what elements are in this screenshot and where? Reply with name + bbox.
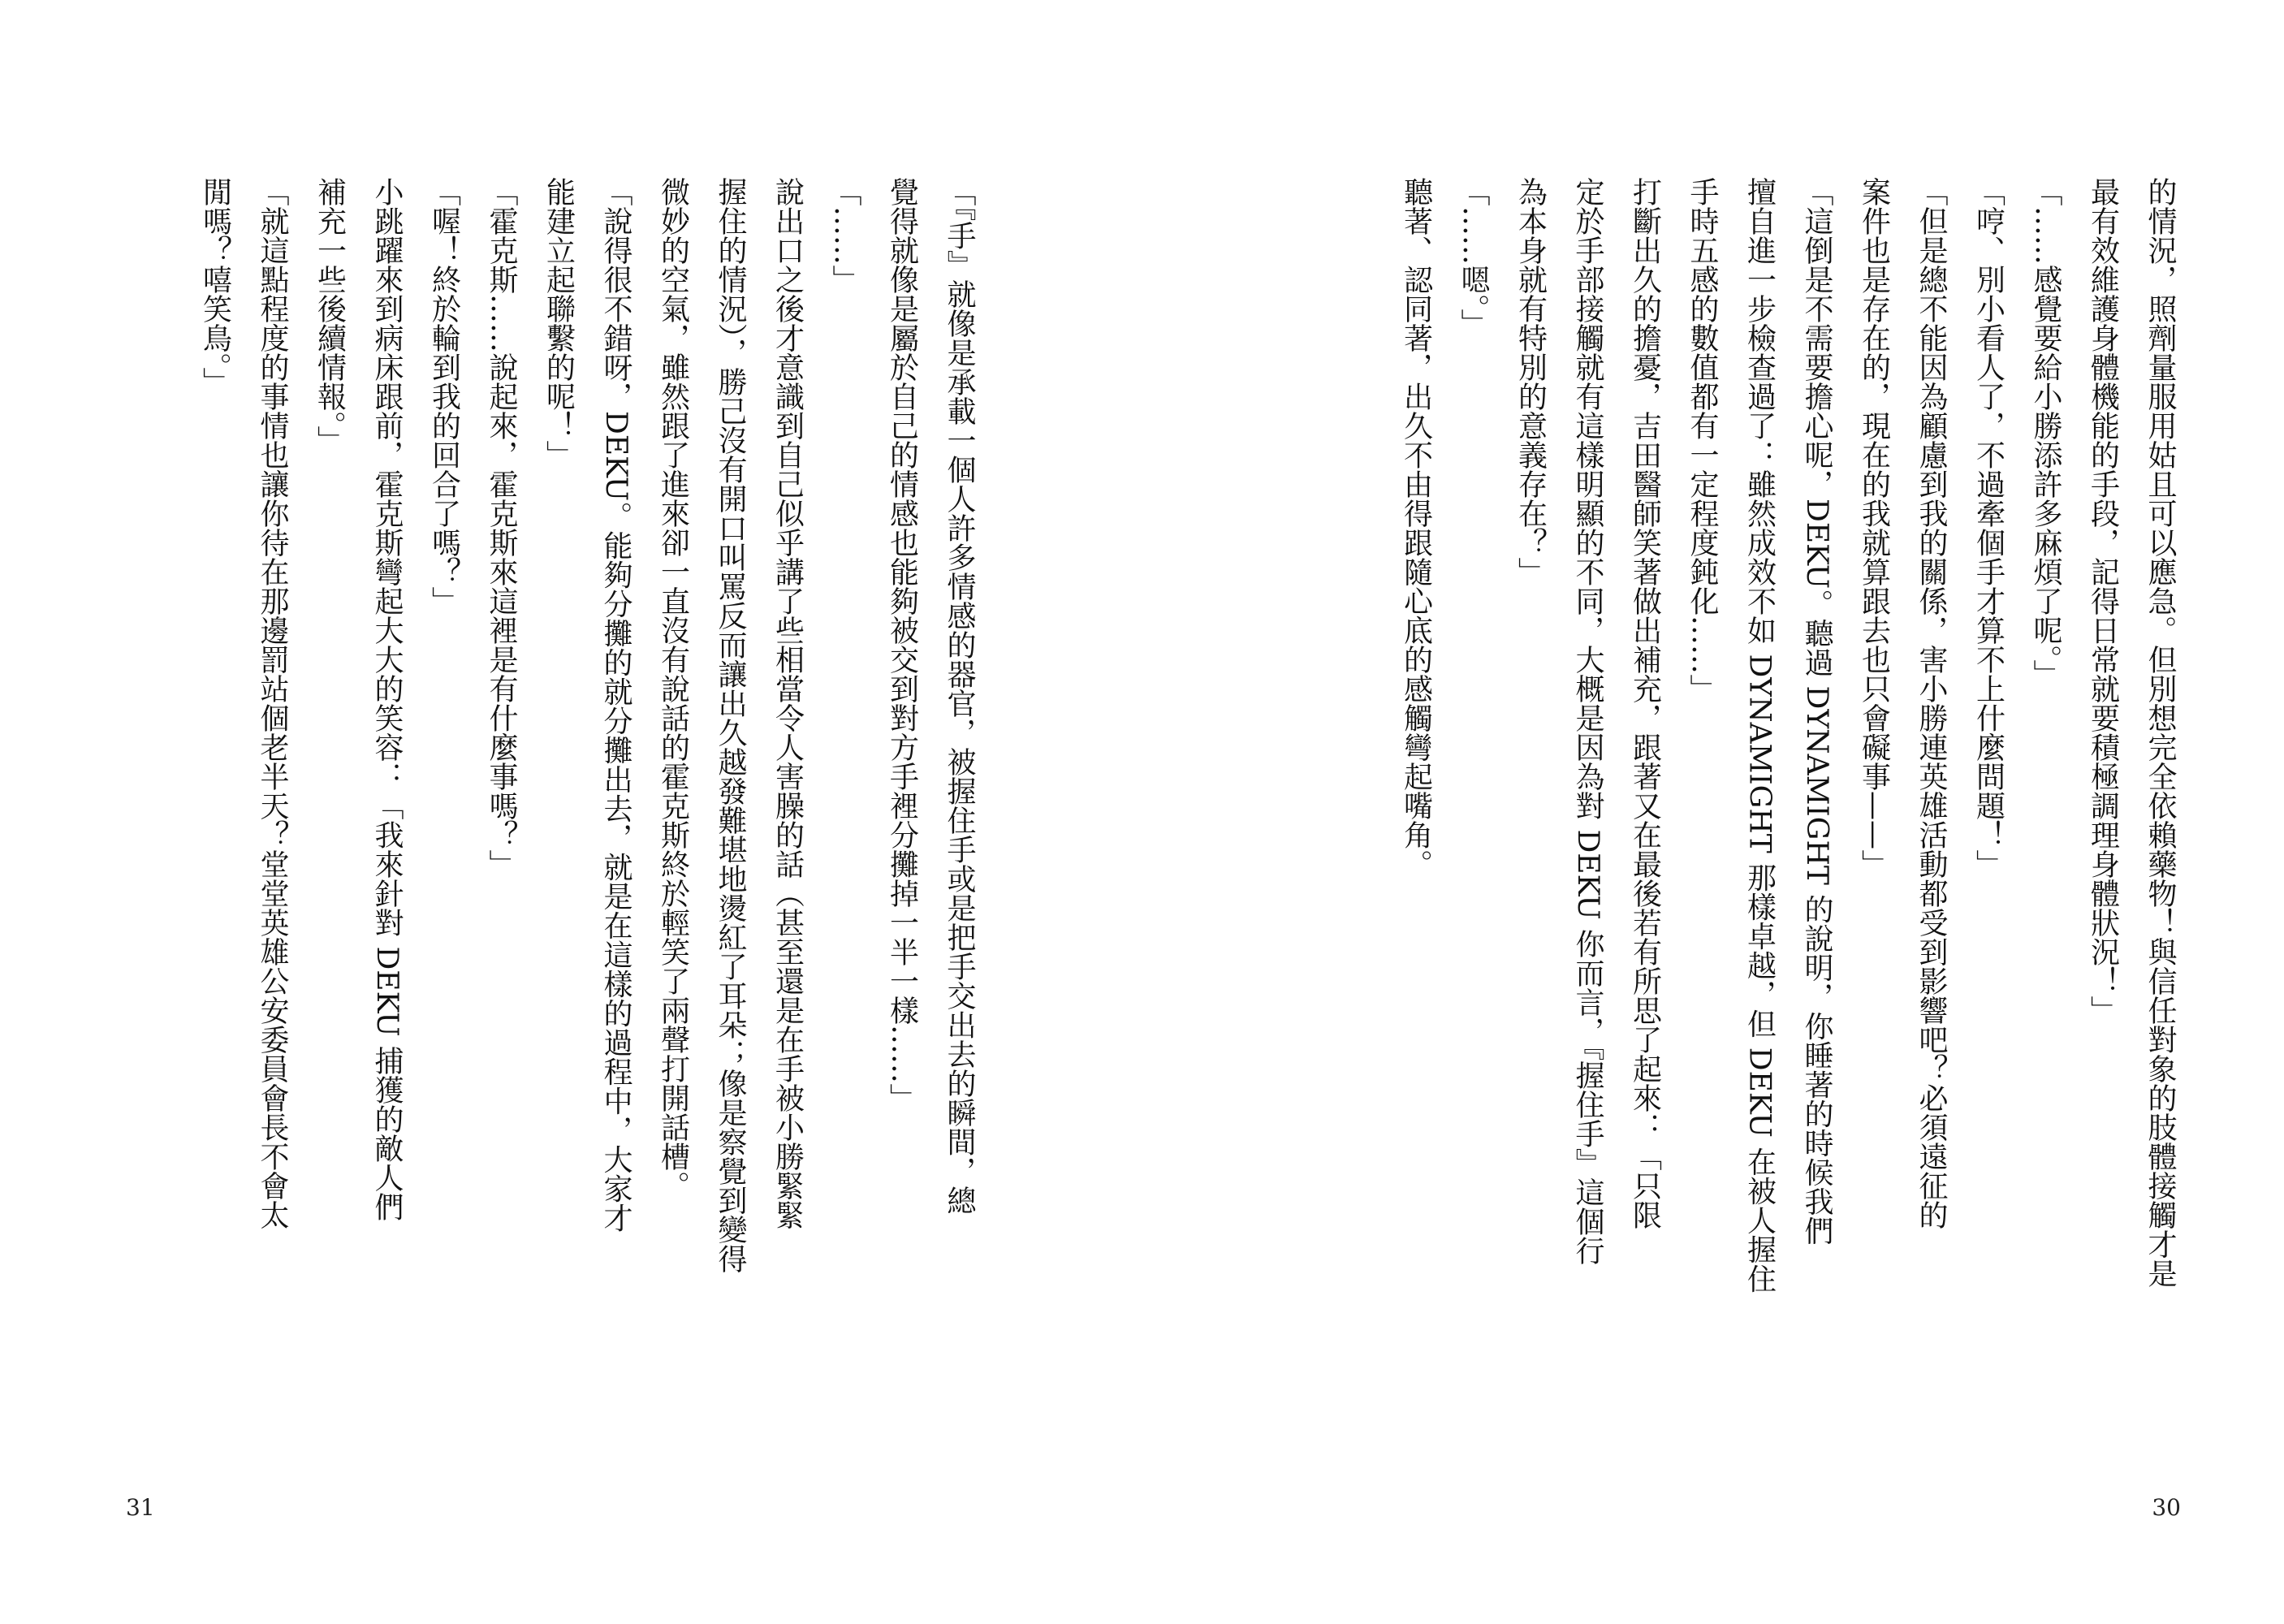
text-line: 「說得很不錯呀，DEKU。能夠分攤的就分攤出去，就是在這樣的過程中，大家才: [599, 177, 633, 1233]
text-line: 「但是總不能因為顧慮到我的關係，害小勝連英雄活動都受到影響吧？必須遠征的: [1915, 177, 1948, 1229]
text-line: 握住的情況），勝己沒有開口叫罵反而讓出久越發難堪地燙紅了耳朵；像是察覺到變得: [714, 177, 747, 1273]
text-line: 「霍克斯……說起來，霍克斯來這裡是有什麼事嗎？」: [485, 177, 518, 879]
text-line: 覺得就像是屬於自己的情感也能夠被交到對方手裡分攤掉一半一樣……」: [885, 177, 919, 1112]
page-number-right: 30: [2152, 1494, 2181, 1521]
text-line: 微妙的空氣，雖然跟了進來卻一直沒有說話的霍克斯終於輕笑了兩聲打開話槽。: [656, 177, 690, 1200]
text-line: 小跳躍來到病床跟前，霍克斯彎起大大的笑容：「我來針對 DEKU 捕獲的敵人們: [370, 177, 404, 1221]
text-line: 「……」: [828, 177, 861, 294]
text-line: 能建立起聯繫的呢！」: [542, 177, 576, 469]
text-line: 的情況，照劑量服用姑且可以應急。但別想完全依賴藥物！與信任對象的肢體接觸才是: [2144, 177, 2177, 1288]
text-line: 「喔！終於輪到我的回合了嗎？」: [427, 177, 461, 615]
text-line: 「……感覺要給小勝添許多麻煩了呢。」: [2029, 177, 2062, 689]
text-line: 說出口之後才意識到自己似乎講了些相當令人害臊的話（甚至還是在手被小勝緊緊: [771, 177, 805, 1229]
text-line: 「這倒是不需要擔心呢，DEKU。聽過 DYNAMIGHT 的說明，你睡著的時候我們: [1800, 177, 1833, 1246]
text-line: 手時五感的數值都有一定程度鈍化……」: [1686, 177, 1719, 703]
text-line: 「就這點程度的事情也讓你待在那邊罰站個老半天？堂堂英雄公安委員會長不會太: [256, 177, 289, 1229]
text-line: 「……嗯。」: [1457, 177, 1490, 338]
text-line: 閒嗎？嘻笑鳥。」: [198, 177, 232, 396]
page-number-left: 31: [126, 1494, 155, 1521]
text-line: 最有效維護身體機能的手段，記得日常就要積極調理身體狀況！」: [2086, 177, 2120, 1025]
text-line: 打斷出久的擔憂，吉田醫師笑著做出補充，跟著又在最後若有所思了起來：「只限: [1628, 177, 1662, 1229]
left-page-text: [175, 177, 987, 1444]
text-line: 定於手部接觸就有這樣明顯的不同，大概是因為對 DEKU 你而言，『握住手』這個行: [1571, 177, 1604, 1265]
right-page-text: [1263, 177, 2188, 1444]
right-page: [1142, 0, 2284, 1624]
text-line: 擅自進一步檢查過了：雖然成效不如 DYNAMIGHT 那樣卓越，但 DEKU 在被人握住: [1742, 177, 1777, 1294]
text-line: 補充一些後續情報。」: [313, 177, 347, 455]
text-line: 為本身就有特別的意義存在？」: [1513, 177, 1548, 586]
text-line: 「哼、別小看人了，不過牽個手才算不上什麼問題！」: [1971, 177, 2006, 879]
text-line: 「『手』就像是承載一個人許多情感的器官，被握住手或是把手交出去的瞬間，總: [943, 177, 976, 1215]
text-line: 聽著、認同著，出久不由得跟隨心底的感觸彎起嘴角。: [1399, 177, 1433, 879]
text-line: 案件也是存在的，現在的我就算跟去也只會礙事——」: [1857, 177, 1891, 879]
